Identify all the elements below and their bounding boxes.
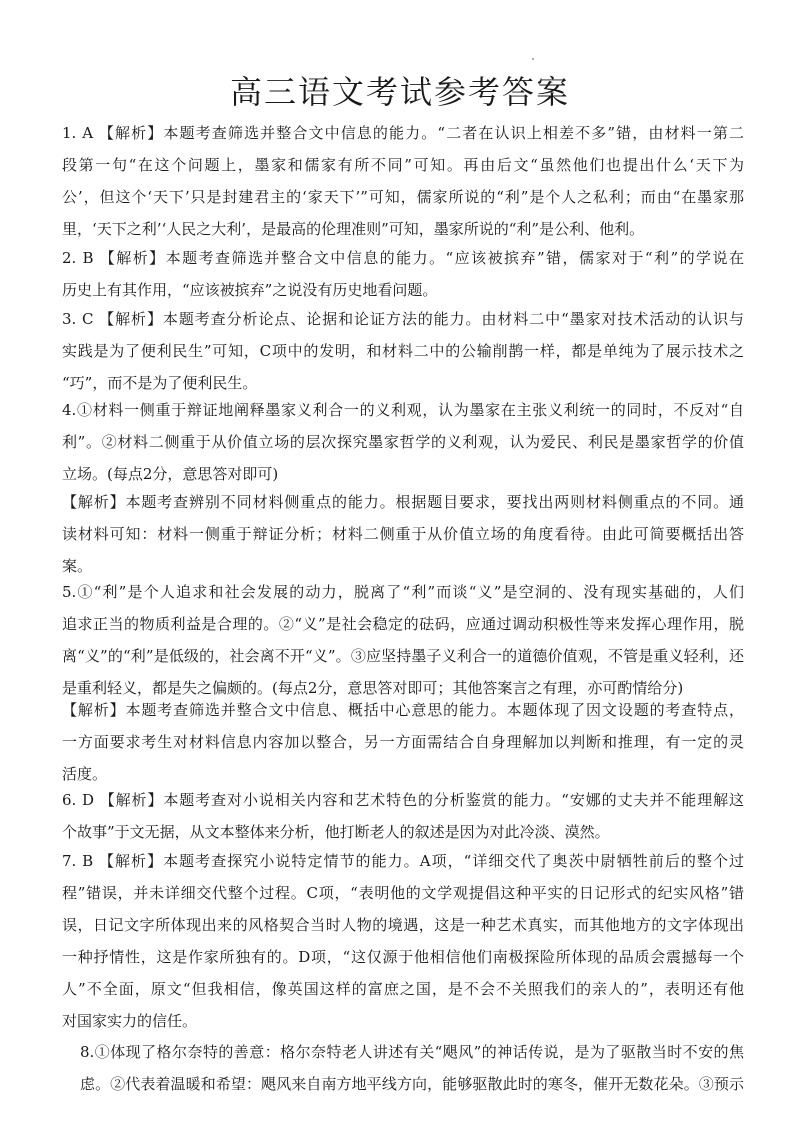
answer-line: 【解析】本题考查辨别不同材料侧重点的能力。根据题目要求，要找出两则材料侧重点的不同。通	[62, 493, 744, 511]
answer-line: 离“义”的“利”是低级的，社会离不开“义”。③应坚持墨子义利合一的道德价值观，不管是重义轻利，还	[62, 647, 744, 665]
answer-line: 3. C 【解析】本题考查分析论点、论据和论证方法的能力。由材料二中“墨家对技术活动的认识与	[62, 310, 744, 328]
answer-line: 是重利轻义，都是失之偏颇的。(每点2分，意思答对即可；其他答案言之有理，亦可酌情给分)	[62, 679, 684, 697]
answer-line: 1. A 【解析】本题考查筛选并整合文中信息的能力。“二者在认识上相差不多”错，由材料一第二	[62, 124, 744, 142]
answer-line: 实践是为了便利民生”可知，C项中的发明，和材料二中的公输削鹊一样，都是单纯为了展示技术之	[62, 342, 744, 360]
answer-line: 2. B 【解析】本题考查筛选并整合文中信息的能力。“应该被摈弃”错，儒家对于“利”的学说在	[62, 249, 744, 267]
answer-line: 读材料可知：材料一侧重于辩证分析；材料二侧重于从价值立场的角度看待。由此可简要概括出答	[62, 525, 744, 543]
answer-line: 个故事”于文无据，从文本整体来分析，他打断老人的叙述是因为对此冷淡、漠然。	[62, 823, 610, 841]
answer-line: 历史上有其作用，“应该被摈弃”之说没有历史地看问题。	[62, 281, 438, 299]
answer-line: 程”错误，并未详细交代整个过程。C项，“表明他的文学观提倡这种平实的日记形式的纪实风格”错	[62, 884, 744, 902]
answer-1	[62, 117, 744, 245]
answer-line: 4.①材料一侧重于辩证地阐释墨家义利合一的义利观，认为墨家在主张义利统一的同时，不反对“自	[62, 401, 744, 419]
answer-line: 段第一句“在这个问题上，墨家和儒家有所不同”可知。再由后文“虽然他们也提出什么‘天下为	[62, 156, 744, 174]
answer-line: 6. D 【解析】本题考查对小说相关内容和艺术特色的分析鉴赏的能力。“安娜的丈夫并不能理解这	[62, 791, 744, 809]
answer-line: 【解析】本题考查筛选并整合文中信息、概括中心意思的能力。本题体现了因文设题的考查特点，	[62, 701, 744, 719]
answer-line: 虑。②代表着温暖和希望：飓风来自南方地平线方向，能够驱散此时的寒冬，催开无数花朵。③预示	[80, 1075, 744, 1093]
answer-line: 人”不全面，原文“但我相信，像英国这样的富庶之国，是不会不关照我们的亲人的”，表明还有他	[62, 980, 744, 998]
answer-line: 7. B 【解析】本题考查探究小说特定情节的能力。A项，“详细交代了奥茨中尉牺牲前后的整个过	[62, 852, 744, 870]
answer-3	[62, 303, 744, 399]
answer-6	[62, 784, 744, 848]
answer-7	[62, 845, 744, 1037]
scan-speck	[532, 58, 534, 60]
answer-line: “巧”，而不是为了便利民生。	[62, 374, 258, 392]
analysis-4	[62, 486, 744, 582]
answer-line: 里，‘天下之利’‘人民之大利’，是最高的伦理准则”可知，墨家所说的“利”是公利、他利。	[62, 220, 645, 238]
answer-line: 立场。(每点2分，意思答对即可)	[62, 465, 279, 483]
answer-5	[62, 576, 744, 704]
answer-line: 案。	[62, 557, 93, 575]
answer-8	[80, 1036, 744, 1100]
answer-line: 活度。	[62, 765, 108, 783]
answer-2	[62, 242, 744, 306]
answer-line: 一方面要求考生对材料信息内容加以整合，另一方面需结合自身理解加以判断和推理，有一定的灵	[62, 733, 744, 751]
answer-4	[62, 394, 744, 490]
page-title: 高三语文考试参考答案	[229, 73, 570, 111]
answer-line: 对国家实力的信任。	[62, 1012, 198, 1030]
analysis-5	[62, 694, 744, 790]
answer-line: 追求正当的物质利益是合理的。②“义”是社会稳定的砝码，应通过调动积极性等来发挥心理作用，脱	[62, 615, 744, 633]
answer-line: 公’，但这个‘天下’只是封建君主的‘家天下’”可知，儒家所说的“利”是个人之私利；而由“在墨家那	[62, 188, 744, 206]
answer-line: 5.①“利”是个人追求和社会发展的动力，脱离了“利”而谈“义”是空洞的、没有现实基础的，人们	[62, 583, 744, 601]
answer-line: 误，日记文字所体现出来的风格契合当时人物的境遇，这是一种艺术真实，而其他地方的文字体现出	[62, 916, 744, 934]
answer-line: 8.①体现了格尔奈特的善意：格尔奈特老人讲述有关“飓风”的神话传说，是为了驱散当时不安的焦	[80, 1043, 744, 1061]
answer-line: 利”。②材料二侧重于从价值立场的层次探究墨家哲学的义利观，认为爱民、利民是墨家哲学的价值	[62, 433, 744, 451]
answer-line: 一种抒情性，这是作家所独有的。D项，“这仅源于他相信他们南极探险所体现的品质会震撼每一个	[62, 948, 744, 966]
